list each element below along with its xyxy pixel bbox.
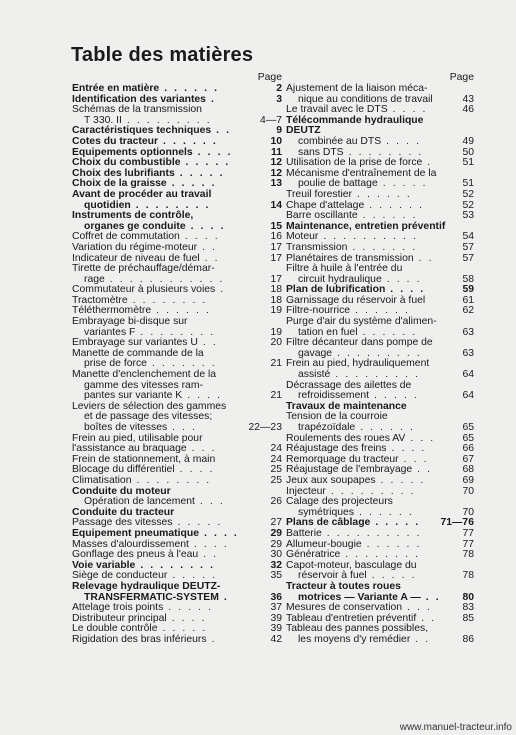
toc-page-number: 61 (462, 294, 474, 306)
toc-entry-title: Plans de câblage (286, 517, 371, 529)
toc-entry-title: nique au conditions de travail (298, 93, 433, 105)
toc-entry-title: Climatisation (72, 474, 132, 486)
toc-dot-leader: . . . . . (369, 390, 419, 402)
toc-page-number: 18 (270, 284, 282, 296)
toc-page-number: 21 (270, 390, 282, 402)
toc-page-number: 25 (270, 464, 282, 476)
toc-page-number: 78 (462, 549, 474, 561)
toc-dot-leader: . . . . (182, 390, 223, 402)
toc-entry-title: T 330. II (84, 114, 122, 126)
toc-entry-title: Génératrice (286, 549, 341, 561)
toc-page-number: 51 (462, 157, 474, 169)
toc-entry-title: assisté (298, 369, 331, 381)
toc-page-number: 54 (462, 231, 474, 243)
toc-entry-title: DEUTZ (286, 125, 321, 137)
toc-page-number: 2 (276, 83, 282, 94)
toc-page-number: 35 (270, 570, 282, 582)
toc-entry-title: Instruments de contrôle, (72, 210, 194, 222)
toc-dot-leader: . . . . . (370, 517, 421, 529)
toc-entry-title: Indicateur de niveau de fuel (72, 252, 200, 264)
toc-entry-title: Schémas de la transmission (72, 104, 202, 116)
toc-page-number: 69 (462, 474, 474, 486)
toc-entry-title: combinée au DTS (298, 135, 382, 147)
toc-page-number: 30 (270, 549, 282, 561)
toc-dot-leader: . . . . (188, 538, 229, 550)
toc-entry-title: circuit hydraulique (298, 273, 382, 285)
toc-entry-title: Décrassage des ailettes de (286, 379, 412, 391)
toc-dot-leader: . (422, 157, 433, 169)
toc-dot-leader: . . (197, 337, 218, 349)
toc-entry-title: Embrayage sur variantes U (72, 337, 198, 349)
toc-entry-title: Filtre décanteur dans pompe de (286, 337, 433, 349)
toc-page-number: 25 (270, 474, 282, 486)
toc-page-number: 29 (270, 527, 282, 539)
toc-entry-title: Le double contrôle (72, 623, 158, 635)
toc-page-number: 86 (462, 633, 474, 645)
toc-dot-leader: . . . . (174, 464, 215, 476)
toc-dot-leader: . . . . . (377, 178, 428, 190)
toc-page-number: 64 (462, 369, 474, 381)
website-footer: www.manuel-tracteur.info (399, 722, 512, 733)
toc-dot-leader: . . . . (381, 135, 422, 147)
toc-dot-leader: . . . . . . (357, 326, 418, 338)
toc-page-number: 17 (270, 241, 282, 253)
toc-page-number: 80 (462, 591, 474, 603)
toc-dot-leader: . . . . . . . (347, 241, 418, 253)
toc-entry-title: Le travail avec le DTS (286, 104, 388, 116)
toc-page-number: 70 (462, 485, 474, 497)
toc-page-number: 70 (462, 506, 474, 518)
toc-dot-leader: . . (199, 252, 220, 264)
toc-page-number: 83 (462, 602, 474, 614)
toc-entry-title: Injecteur (286, 485, 326, 497)
toc-dot-leader: . . . . . . . . (343, 146, 424, 158)
toc-entry-title: Masses d'alourdissement (72, 538, 189, 550)
toc-dot-leader: . . (416, 612, 437, 624)
toc-dot-leader: . . . . . (174, 167, 225, 179)
toc-entry-title: Attelage trois points (72, 602, 164, 614)
toc-entry-title: Chape d'attelage (286, 199, 365, 211)
toc-dot-leader: . . . . . . . . (130, 199, 211, 211)
toc-dot-leader: . . . . . . (354, 506, 414, 518)
toc-entry-title: Batterie (286, 527, 322, 539)
toc-entry-title: Distributeur principal (72, 612, 167, 624)
toc-page-number: 27 (270, 517, 282, 529)
toc-dot-leader: . . . . . (157, 623, 208, 635)
toc-dot-leader: . . . . . . . . . (330, 369, 421, 381)
toc-entry-title: Gonflage des pneus à l'eau (72, 549, 199, 561)
toc-entry-text (298, 635, 430, 646)
toc-dot-leader: . . . . . . . . . . (318, 231, 419, 243)
toc-entry-title: Rigidation des bras inférieurs (72, 633, 207, 645)
toc-page-number: 36 (270, 591, 282, 603)
toc-dot-leader: . . . . . . (355, 422, 416, 433)
toc-page-number: 67 (462, 453, 474, 465)
toc-dot-leader: . . . (167, 422, 198, 433)
toc-entry-title: Commutateur à plusieurs voies (72, 284, 216, 296)
toc-dot-leader: . . . . . . . . . (325, 485, 416, 497)
toc-entry-title: sans DTS (298, 146, 344, 158)
toc-dot-leader: . . . . . (167, 570, 218, 582)
toc-dot-leader: . . (211, 125, 232, 137)
toc-dot-leader: . . . . (199, 527, 239, 539)
toc-page-number: 63 (462, 326, 474, 338)
toc-dot-leader: . . . . . . . . . (121, 114, 212, 126)
toc-entry-title: réservoir à fuel (298, 570, 367, 582)
toc-dot-leader: . . . . . . . . (340, 549, 421, 561)
toc-page-number: 63 (462, 347, 474, 359)
toc-entry (286, 635, 474, 646)
toc-entry-title: Transmission (286, 241, 348, 253)
toc-entry-title: Tractomètre (72, 294, 128, 306)
toc-page-number: 65 (462, 432, 474, 444)
toc-entry-title: pantes sur variante K (84, 390, 183, 402)
toc-entry-title: refroidissement (298, 390, 370, 402)
toc-page-number: 62 (462, 305, 474, 317)
toc-dot-leader: . (206, 633, 217, 645)
toc-page-number: 14 (270, 199, 282, 211)
toc-page-number: 37 (270, 602, 282, 614)
toc-page-number: 9 (276, 125, 282, 137)
toc-entry-title: Moteur (286, 231, 319, 243)
toc-entry-title: Caractéristiques techniques (72, 125, 212, 137)
toc-entry-title: l'assistance au braquage (72, 443, 187, 455)
toc-entry-title: tation en fuel (298, 326, 358, 338)
toc-dot-leader: . . . . . (375, 474, 426, 486)
toc-entry-title: Calage des projecteurs (286, 496, 393, 508)
toc-dot-leader: . . (198, 549, 219, 561)
toc-entry-title: Filtre à huile à l'entrée du (286, 263, 403, 275)
toc-page-number: 20 (270, 337, 282, 349)
toc-entry-title: Filtre-nourrice (286, 305, 351, 317)
page-title: Table des matières (71, 44, 254, 66)
toc-page-number: 19 (270, 326, 282, 338)
toc-page-number: 11 (271, 146, 282, 158)
toc-page-number: 24 (270, 453, 282, 465)
toc-dot-leader: . . . . . (366, 570, 417, 582)
toc-entry-title: gamme des vitesses ram- (84, 379, 203, 391)
toc-entry-title: Téléthermomètre (72, 305, 152, 317)
toc-entry-title: quotidien (84, 199, 131, 211)
toc-entry-title: symétriques (298, 506, 355, 518)
toc-page-number: 10 (270, 135, 282, 147)
toc-dot-leader: . . . (194, 496, 225, 508)
toc-entry-title: Frein au pied, utilisable pour (72, 432, 203, 444)
toc-entry-title: trapézoïdale (298, 422, 356, 433)
toc-entry-title: Réajustage de l'embrayage (286, 464, 413, 476)
toc-page-number: 3 (276, 93, 282, 105)
toc-page-number: 71—76 (440, 517, 474, 529)
toc-entry-title: Manette de commande de la (72, 347, 204, 359)
toc-entry-title: Choix de la graisse (72, 178, 167, 190)
toc-dot-leader: . . . (398, 453, 429, 465)
toc-entry-title: organes ge conduite (84, 220, 186, 232)
toc-page-number: 46 (462, 104, 474, 116)
toc-page-number: 68 (462, 464, 474, 476)
toc-entry-title: variantes F (84, 326, 136, 338)
page-column-header: Page (449, 72, 474, 83)
toc-entry-title: Mesures de conservation (286, 602, 403, 614)
toc-entry-title: Roulements des roues AV (286, 432, 406, 444)
toc-dot-leader: . . (410, 633, 431, 645)
toc-dot-leader: . . (413, 252, 434, 264)
toc-entry-title: Conduite du moteur (72, 485, 171, 497)
toc-page-number: 24 (270, 443, 282, 455)
toc-entry-title: Frein de stationnement, à main (72, 453, 216, 465)
toc-entry-title: Voie variable (72, 559, 136, 571)
toc-entry-title: Maintenance, entretien préventif (286, 220, 446, 232)
toc-entry-title: Choix du combustible (72, 157, 181, 169)
toc-entry-title: les moyens d'y remédier (298, 633, 411, 645)
toc-dot-leader: . . . . . . (158, 135, 218, 147)
toc-dot-leader: . . . . . . . . (135, 326, 216, 338)
toc-entry-title: Travaux de maintenance (286, 400, 407, 412)
toc-entry-title: Tableau d'entretien préventif (286, 612, 417, 624)
toc-page-number: 32 (270, 559, 282, 571)
toc-entry-title: Réajustage des freins (286, 443, 387, 455)
toc-entry-title: Frein au pied, hydrauliquement (286, 358, 430, 370)
toc-page-number: 42 (270, 633, 282, 645)
toc-page-number: 65 (462, 422, 474, 433)
toc-dot-leader: . . . . . . . . (135, 559, 216, 571)
toc-dot-leader: . . . . (185, 220, 226, 232)
toc-entry-title: Relevage hydraulique DEUTZ- (72, 580, 221, 592)
toc-entry-title: Tracteur à toutes roues (286, 580, 401, 592)
toc-entry-title: rage (84, 273, 105, 285)
toc-entry-title: Tension de la courroie (286, 411, 388, 423)
toc-entry-title: Télécommande hydraulique (286, 114, 424, 126)
toc-page-number: 52 (462, 188, 474, 200)
toc-dot-leader: . . . . (192, 146, 233, 158)
toc-entry-text (72, 635, 217, 646)
toc-entry-title: Barre oscillante (286, 210, 358, 222)
toc-entry (72, 635, 282, 646)
toc-entry-title: Conduite du tracteur (72, 506, 175, 518)
toc-right-column (286, 72, 474, 645)
toc-page-number: 26 (270, 496, 282, 508)
toc-dot-leader: . . . . . (163, 602, 214, 614)
toc-dot-leader: . . . . . . (350, 305, 410, 317)
toc-page-number: 64 (462, 390, 474, 402)
toc-page-number: 57 (462, 252, 474, 264)
toc-entry-title: Variation du régime-moteur (72, 241, 198, 253)
toc-dot-leader: . . . . (166, 612, 207, 624)
toc-dot-leader: . . . . . (172, 517, 223, 529)
toc-entry-title: Choix des lubrifiants (72, 167, 175, 179)
toc-dot-leader: . . . (186, 443, 217, 455)
toc-entry-title: Equipements optionnels (72, 146, 193, 158)
toc-dot-leader: . . (197, 241, 218, 253)
toc-page-number: 77 (462, 538, 474, 550)
toc-page-number: 12 (270, 157, 282, 169)
toc-page-number: 59 (462, 284, 474, 296)
toc-entry-title: Embrayage bi-disque sur (72, 316, 188, 328)
toc-entry-title: Manette d'enclenchement de la (72, 369, 217, 381)
toc-entry-title: boîtes de vitesses (84, 422, 168, 433)
toc-entry-title: Jeux aux soupapes (286, 474, 376, 486)
toc-dot-leader: . . . . . . . . . . (321, 527, 422, 539)
toc-entry-title: Treuil forestier (286, 188, 353, 200)
toc-page-number: 39 (270, 623, 282, 635)
toc-dot-leader: . (205, 93, 216, 105)
toc-dot-leader: . . . (405, 432, 436, 444)
page-column-header: Page (257, 72, 282, 83)
toc-dot-leader: . . . . (386, 443, 427, 455)
toc-dot-leader: . . . . (385, 284, 426, 296)
toc-dot-leader: . (218, 591, 229, 603)
toc-entry-title: Passage des vitesses (72, 517, 173, 529)
toc-dot-leader: . . . . . (180, 157, 231, 169)
toc-dot-leader: . . . . (387, 104, 428, 116)
toc-page-number: 39 (270, 612, 282, 624)
toc-dot-leader: . . . . . . . . . (332, 347, 422, 359)
toc-page-number: 43 (462, 93, 474, 105)
toc-entry-title: Allumeur-bougie (286, 538, 362, 550)
toc-entry-title: Equipement pneumatique (72, 527, 200, 539)
toc-page-number: 13 (270, 178, 282, 190)
toc-dot-leader: . . . . . . (151, 305, 211, 317)
toc-dot-leader: . . . . . . . . . . . . (104, 273, 225, 285)
toc-entry-title: Identification des variantes (72, 93, 206, 105)
toc-entry-title: Tableau des pannes possibles, (286, 623, 429, 635)
toc-dot-leader: . . . . . . (361, 538, 422, 550)
toc-entry-title: motrices — Variante A — (298, 591, 421, 603)
toc-entry-title: Mécanisme d'entraînement de la (286, 167, 437, 179)
toc-page-number: 50 (462, 146, 474, 158)
toc-page-number: 51 (462, 178, 474, 190)
toc-entry-title: Opération de lancement (84, 496, 195, 508)
toc-page-number: 52 (462, 199, 474, 211)
toc-entry-title: TRANSFERMATIC-SYSTEM (84, 591, 219, 603)
toc-page-number: 49 (462, 135, 474, 147)
toc-dot-leader: . . (412, 464, 433, 476)
toc-page-number: 12 (270, 167, 282, 179)
toc-page-number: 21 (270, 358, 282, 370)
toc-dot-leader: . . . . . . . . (131, 474, 212, 486)
toc-entry-title: Leviers de sélection des gammes (72, 400, 227, 412)
toc-page-number: 4—7 (260, 114, 282, 126)
toc-entry-title: gavage (298, 347, 333, 359)
toc-entry-title: Blocage du différentiel (72, 464, 175, 476)
toc-dot-leader: . . . . . . (357, 210, 418, 222)
toc-page-number: 66 (462, 443, 474, 455)
toc-dot-leader: . . (420, 591, 441, 603)
toc-page-number: 22—23 (248, 422, 282, 433)
toc-dot-leader: . . . . (381, 273, 422, 285)
toc-entry-title: Avant de procéder au travail (72, 188, 212, 200)
toc-entry-title: prise de force (84, 358, 147, 370)
toc-dot-leader: . . . . . . (159, 83, 220, 94)
toc-entry-title: Capot-moteur, basculage du (286, 559, 417, 571)
toc-entry-title: Utilisation de la prise de force (286, 157, 423, 169)
toc-page-number: 17 (270, 273, 282, 285)
toc-page-number: 57 (462, 241, 474, 253)
toc-dot-leader: . . . . (179, 231, 220, 243)
toc-page-number: 29 (270, 538, 282, 550)
toc-dot-leader: . . . . . . . . (127, 294, 208, 306)
toc-entry-title: Cotes du tracteur (72, 135, 159, 147)
toc-page-number: 85 (462, 612, 474, 624)
toc-entry-title: Plan de lubrification (286, 284, 386, 296)
toc-entry-title: Tirette de préchauffage/démar- (72, 263, 215, 275)
toc-page-number: 19 (270, 305, 282, 317)
toc-dot-leader: . . . . . . (352, 188, 412, 200)
toc-entry-title: Purge d'air du système d'alimen- (286, 316, 437, 328)
toc-page-number: 77 (462, 527, 474, 539)
toc-page-number: 58 (462, 273, 474, 285)
toc-dot-leader: . (215, 284, 226, 296)
toc-entry-title: Planétaires de transmission (286, 252, 414, 264)
toc-page-number: 15 (270, 220, 282, 232)
toc-page-number: 16 (270, 231, 282, 243)
toc-entry-title: et de passage des vitesses; (84, 411, 213, 423)
toc-dot-leader: . . . (402, 602, 433, 614)
toc-page-number: 18 (270, 294, 282, 306)
toc-page-number: 17 (270, 252, 282, 264)
toc-entry-title: poulie de battage (298, 178, 378, 190)
toc-entry-title: Coffret de commutation (72, 231, 180, 243)
toc-page-number: 53 (462, 210, 474, 222)
toc-dot-leader: . . . . . . (364, 199, 425, 211)
toc-entry-title: Remorquage du tracteur (286, 453, 399, 465)
toc-page-number: 78 (462, 570, 474, 582)
toc-entry-title: Garnissage du réservoir à fuel (286, 294, 426, 306)
toc-dot-leader: . . . . . (166, 178, 217, 190)
toc-entry-title: Entrée en matière (72, 83, 160, 94)
toc-dot-leader: . . . . . . . (146, 358, 217, 370)
toc-entry-title: Ajustement de la liaison méca- (286, 83, 428, 94)
toc-left-column (72, 72, 282, 645)
toc-entry-title: Siège de conducteur (72, 570, 168, 582)
